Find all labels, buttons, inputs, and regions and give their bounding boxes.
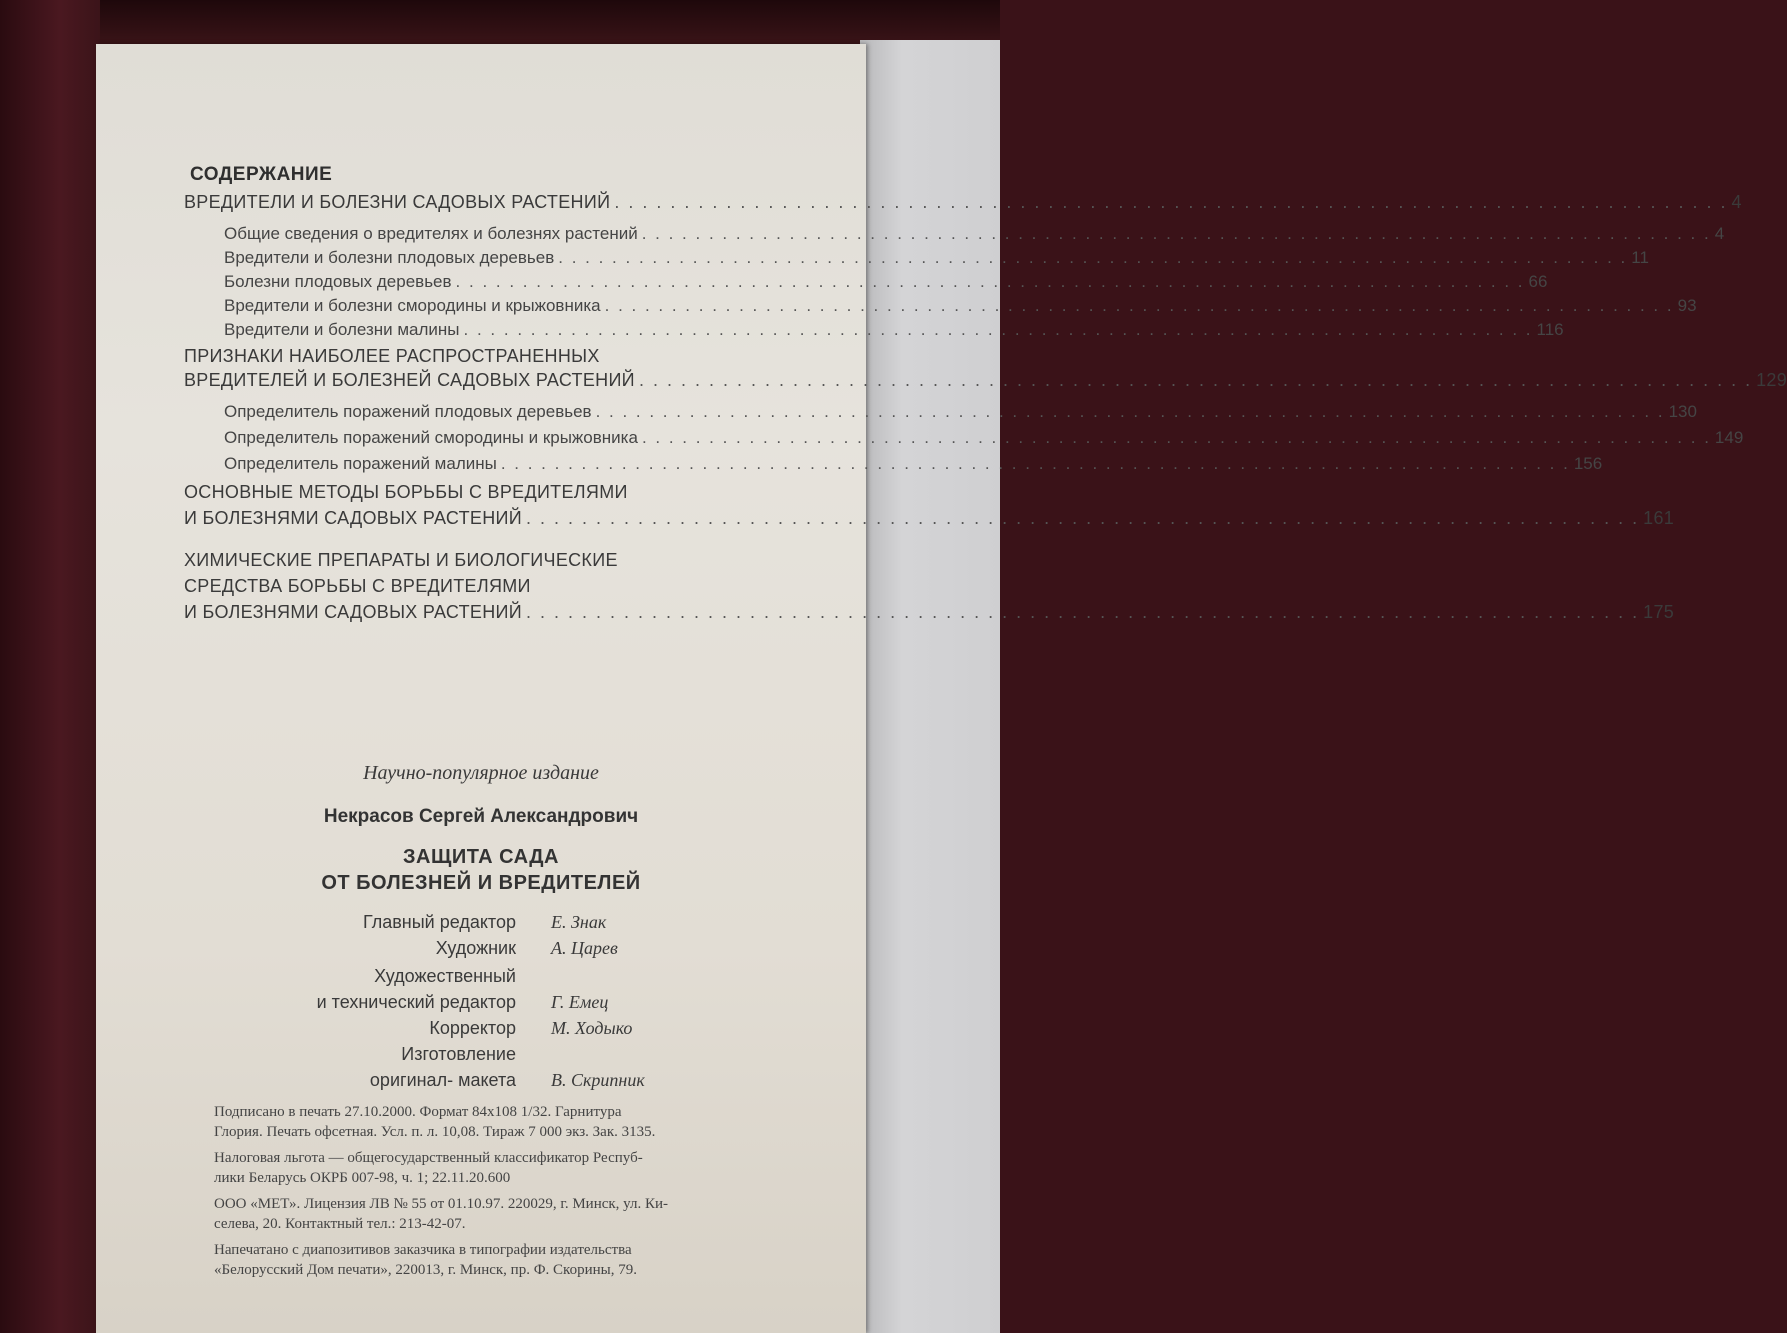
toc-item (224, 248, 1649, 268)
credit-name: Г. Емец (551, 992, 609, 1012)
toc-page-number: 175 (1643, 602, 1675, 622)
credit-role: Изготовление (401, 1044, 516, 1064)
toc-leader-dots: . . . . . . . . . . . . . . . . . . . . . . . . . . . . . . . . . . . . . . . . . . . . . . . . . . . . . . . . . . . . . . . . . . . . . . . . . . . . . . . . (641, 428, 1711, 447)
author-name: Некрасов Сергей Александрович (323, 806, 639, 827)
credit-role: Главный редактор (362, 912, 516, 932)
toc-page-number: 11 (1631, 248, 1649, 267)
toc-page-number: 4 (1731, 192, 1742, 212)
printer-info-line: «Белорусский Дом печати», 220013, г. Минск, пр. Ф. Скорины, 79. (214, 1262, 637, 1278)
book-title-line-1: ЗАЩИТА САДА (402, 846, 559, 868)
toc-section-heading (184, 370, 1787, 391)
toc-item-text: Определитель поражений смородины и крыжовника (224, 428, 638, 447)
toc-section-heading (184, 550, 821, 571)
toc-item-text: Вредители и болезни смородины и крыжовника (224, 296, 601, 315)
toc-leader-dots: . . . . . . . . . . . . . . . . . . . . . . . . . . . . . . . . . . . . . . . . . . . . . . . . . . . . . . . . . . . . . . . . . . . . . . . . . . . . . . . . (526, 602, 1640, 622)
toc-section-text: И БОЛЕЗНЯМИ САДОВЫХ РАСТЕНИЙ (184, 602, 523, 622)
toc-item (224, 296, 1697, 316)
toc-leader-dots: . . . . . . . . . . . . . . . . . . . . . . . . . . . . . . . . . . . . . . . . . . . . . . . . . . . . . . . . . . . . . . . . . . . . . . . . . . . . . . . . (641, 224, 1711, 243)
toc-leader-dots: . . . . . . . . . . . . . . . . . . . . . . . . . . . . . . . . . . . . . . . . . . . . . . . . . . . . . . . . . . . . . . . . . . . . . . . . . . . . . . . . (463, 320, 1533, 339)
toc-section-heading (184, 346, 821, 367)
background-top (0, 0, 1000, 50)
background-left (0, 0, 100, 1333)
toc-item-text: Определитель поражений плодовых деревьев (224, 402, 592, 421)
toc-item (224, 402, 1697, 422)
toc-item (224, 454, 1603, 474)
toc-section-text: ВРЕДИТЕЛЕЙ И БОЛЕЗНЕЙ САДОВЫХ РАСТЕНИЙ (184, 370, 635, 390)
credit-role: оригинал- макета (369, 1070, 516, 1090)
toc-page-number: 66 (1528, 272, 1548, 291)
toc-item-text: Болезни плодовых деревьев (224, 272, 452, 291)
credit-name: М. Ходыко (551, 1018, 633, 1038)
toc-leader-dots: . . . . . . . . . . . . . . . . . . . . . . . . . . . . . . . . . . . . . . . . . . . . . . . . . . . . . . . . . . . . . . . . . . . . . . . . . . . . . . . . (638, 370, 1753, 390)
credit-name: Е. Знак (551, 912, 607, 932)
toc-item (224, 320, 1564, 340)
credit-role: Корректор (429, 1018, 516, 1038)
credit-role: Художественный (374, 966, 516, 986)
toc-item-text: Определитель поражений малины (224, 454, 497, 473)
publisher-info-line: селева, 20. Контактный тел.: 213-42-07. (214, 1216, 466, 1232)
toc-item-text: Вредители и болезни малины (224, 320, 460, 339)
toc-item-text: Вредители и болезни плодовых деревьев (224, 248, 555, 267)
toc-item-text: Общие сведения о вредителях и болезнях растений (224, 224, 638, 243)
toc-page-number: 129 (1756, 370, 1787, 390)
toc-item (224, 224, 1725, 244)
toc-leader-dots: . . . . . . . . . . . . . . . . . . . . . . . . . . . . . . . . . . . . . . . . . . . . . . . . . . . . . . . . . . . . . . . . . . . . . . . . . . . . . . . . (455, 272, 1525, 291)
toc-section-heading (184, 576, 821, 597)
toc-page-number: 130 (1668, 402, 1697, 421)
toc-page-number: 156 (1573, 454, 1603, 473)
book-page (96, 44, 1787, 1333)
toc-section-text: ХИМИЧЕСКИЕ ПРЕПАРАТЫ И БИОЛОГИЧЕСКИЕ (184, 550, 618, 570)
toc-leader-dots: . . . . . . . . . . . . . . . . . . . . . . . . . . . . . . . . . . . . . . . . . . . . . . . . . . . . . . . . . . . . . . . . . . . . . . . . . . . . . . . . (614, 192, 1728, 212)
toc-section-heading (184, 482, 821, 503)
toc-section-heading (184, 192, 1742, 213)
toc-page-number: 116 (1536, 320, 1564, 339)
toc-leader-dots: . . . . . . . . . . . . . . . . . . . . . . . . . . . . . . . . . . . . . . . . . . . . . . . . . . . . . . . . . . . . . . . . . . . . . . . . . . . . . . . . (500, 454, 1570, 473)
credit-name: А. Царев (551, 938, 618, 958)
toc-leader-dots: . . . . . . . . . . . . . . . . . . . . . . . . . . . . . . . . . . . . . . . . . . . . . . . . . . . . . . . . . . . . . . . . . . . . . . . . . . . . . . . . (558, 248, 1628, 267)
toc-title: СОДЕРЖАНИЕ (190, 164, 333, 185)
toc-section-text: И БОЛЕЗНЯМИ САДОВЫХ РАСТЕНИЙ (184, 508, 523, 528)
toc-section-text: ПРИЗНАКИ НАИБОЛЕЕ РАСПРОСТРАНЕННЫХ (184, 346, 600, 366)
toc-section-heading (184, 602, 1675, 623)
toc-section-heading (184, 508, 1675, 529)
toc-page-number: 93 (1677, 296, 1697, 315)
toc-section-text: СРЕДСТВА БОРЬБЫ С ВРЕДИТЕЛЯМИ (184, 576, 531, 596)
credit-role: Художник (435, 938, 516, 958)
tax-info-line: лики Беларусь ОКРБ 007-98, ч. 1; 22.11.20.600 (214, 1170, 511, 1186)
toc-section-text: ВРЕДИТЕЛИ И БОЛЕЗНИ САДОВЫХ РАСТЕНИЙ (184, 192, 611, 212)
print-info-line: Подписано в печать 27.10.2000. Формат 84х108 1/32. Гарнитура (214, 1104, 622, 1120)
toc-page-number: 4 (1714, 224, 1725, 243)
tax-info-line: Налоговая льгота — общегосударственный классификатор Респуб- (214, 1150, 643, 1166)
credit-name: В. Скрипник (551, 1070, 645, 1090)
publisher-info-line: ООО «МЕТ». Лицензия ЛВ № 55 от 01.10.97. 220029, г. Минск, ул. Ки- (214, 1196, 669, 1212)
toc-leader-dots: . . . . . . . . . . . . . . . . . . . . . . . . . . . . . . . . . . . . . . . . . . . . . . . . . . . . . . . . . . . . . . . . . . . . . . . . . . . . . . . . (526, 508, 1640, 528)
book-title-line-2: ОТ БОЛЕЗНЕЙ И ВРЕДИТЕЛЕЙ (321, 872, 641, 894)
printer-info-line: Напечатано с диапозитивов заказчика в типографии издательства (214, 1242, 632, 1258)
toc-leader-dots: . . . . . . . . . . . . . . . . . . . . . . . . . . . . . . . . . . . . . . . . . . . . . . . . . . . . . . . . . . . . . . . . . . . . . . . . . . . . . . . . (604, 296, 1674, 315)
toc-item (224, 272, 1548, 292)
toc-item (224, 428, 1744, 448)
print-info-line: Глория. Печать офсетная. Усл. п. л. 10,08. Тираж 7 000 экз. Зак. 3135. (214, 1124, 656, 1140)
toc-page-number: 161 (1643, 508, 1675, 528)
toc-leader-dots: . . . . . . . . . . . . . . . . . . . . . . . . . . . . . . . . . . . . . . . . . . . . . . . . . . . . . . . . . . . . . . . . . . . . . . . . . . . . . . . . (595, 402, 1665, 421)
toc-section-text: ОСНОВНЫЕ МЕТОДЫ БОРЬБЫ С ВРЕДИТЕЛЯМИ (184, 482, 628, 502)
toc-page-number: 149 (1714, 428, 1744, 447)
credit-role: и технический редактор (316, 992, 516, 1012)
edition-type: Научно-популярное издание (363, 762, 599, 784)
